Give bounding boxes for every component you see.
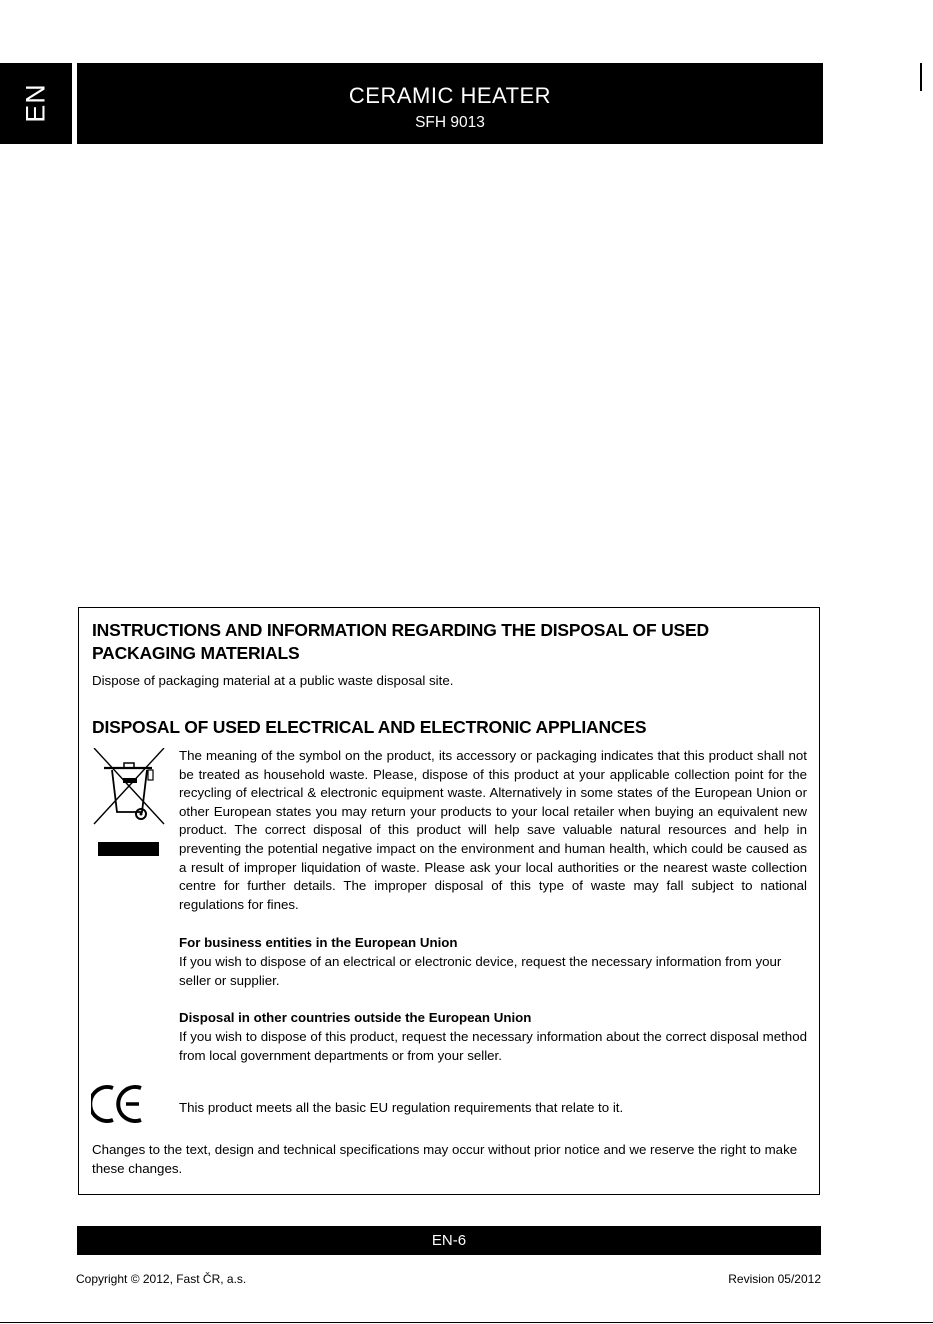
electrical-heading: DISPOSAL OF USED ELECTRICAL AND ELECTRONIC APPLIANCES [92, 717, 647, 737]
changes-note: Changes to the text, design and technical specifications may occur without prior notice and we reserve the right to make these changes. [92, 1142, 798, 1176]
product-title: CERAMIC HEATER [348, 83, 552, 108]
packaging-heading [92, 619, 792, 665]
business-text: If you wish to dispose of an electrical or electronic device, request the necessary information from your seller or supplier. [179, 954, 782, 988]
header-bar [77, 63, 823, 144]
page-number-bar [77, 1226, 821, 1255]
packaging-heading-line1: INSTRUCTIONS AND INFORMATION REGARDING THE DISPOSAL OF USED [92, 620, 709, 640]
business-heading: For business entities in the European Union [179, 935, 458, 950]
crossed-out-bin-icon [92, 748, 168, 858]
ce-text: This product meets all the basic EU regulation requirements that relate to it. [179, 1100, 624, 1115]
revision-text: Revision 05/2012 [728, 1272, 821, 1286]
copyright-text: Copyright © 2012, Fast ČR, a.s. [76, 1272, 247, 1286]
language-label: EN [20, 83, 51, 123]
outside-eu-heading: Disposal in other countries outside the European Union [179, 1010, 532, 1025]
page-edge-mark [920, 63, 922, 91]
bottom-divider [0, 1322, 933, 1323]
language-tab [0, 63, 72, 144]
outside-eu-text: If you wish to dispose of this product, request the necessary information about the correct disposal method from local government departments or from your seller. [179, 1029, 807, 1063]
packaging-text: Dispose of packaging material at a public waste disposal site. [92, 673, 454, 688]
packaging-heading-line2: PACKAGING MATERIALS [92, 643, 300, 663]
product-model: SFH 9013 [415, 114, 485, 131]
electrical-text: The meaning of the symbol on the product, its accessory or packaging indicates that this product shall not be treated as household waste. Please, dispose of this product at your applicable collection point for the recycling of electrical & electronic equipment waste. Alternatively in some states of the European Union or other European states you may return your products to your local retailer when buying an equivalent new product. The correct disposal of this product will help save valuable natural resources and help in preventing the potential negative impact on the environment and human health, which could be caused as a result of improper liquidation of waste. Please ask your local authorities or the nearest waste collection centre for further details. The improper disposal of this type of waste may fall subject to national regulations for fines. [179, 748, 807, 912]
disposal-info-box [78, 607, 820, 1195]
page-number: EN-6 [431, 1232, 467, 1249]
ce-mark-icon [91, 1084, 147, 1124]
